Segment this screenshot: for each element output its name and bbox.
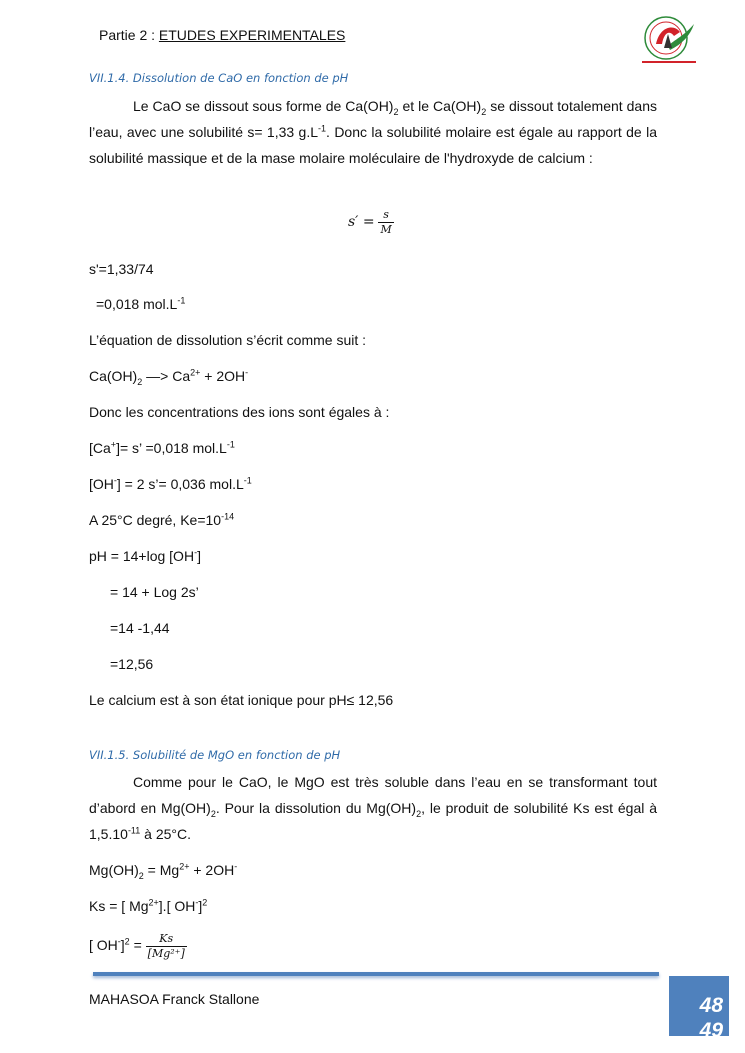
section-title-mgo: VII.1.5. Solubilité de MgO en fonction de pH: [89, 748, 341, 762]
ph-line: = 14 + Log 2s’: [110, 584, 199, 600]
oh-fraction-line: [ OH-]$^2$ = $\frac{Ks}{\text{[Mg²⁺]}}$: [89, 932, 185, 960]
header-title: ETUDES EXPERIMENTALES: [158, 27, 346, 43]
paragraph-mgo-intro: Comme pour le CaO, le MgO est très soluble dans l’eau en se transformant tout d’abord en $Mg(OH)_2$. Pour la dissolution du $Mg(OH)_2$, le produit de solubilité Ks est égal à $1,5.10^{-11}$ à 25°C.: [89, 774, 658, 842]
footer-author: MAHASOA Franck Stallone: [89, 991, 260, 1007]
ph-line: pH = 14+log [OH-]: [89, 547, 201, 564]
equation-line: $Ca(OH)_2$ —> $Ca^{2+} + 2OH^-$: [89, 367, 249, 387]
page-number-box: [669, 976, 729, 1036]
page-number-overflow: 49: [699, 1019, 723, 1036]
text-line: Donc les concentrations des ions sont égales à :: [89, 404, 390, 420]
text-line: A 25°C degré, $Ke=10^{-14}$: [89, 511, 235, 528]
text-line: L’équation de dissolution s’écrit comme suit :: [89, 332, 367, 348]
ks-line: Ks = [ $Mg^{2+}$].[ OH-]$^2$: [89, 897, 208, 914]
ph-line: =12,56: [110, 656, 154, 672]
equation-line: $Mg(OH)_2 = Mg^{2+} + 2OH^-$: [89, 861, 238, 881]
formula-molar-solubility: s′ = $\frac{s}{M}$: [348, 208, 392, 236]
concentration-line: [Ca+]= s’ =0,018 $mol.L^{-1}$: [89, 439, 235, 456]
calc-line: =0,018 $mol.L^{-1}$: [96, 295, 186, 312]
footer-divider: [93, 972, 659, 976]
institution-logo: [634, 14, 704, 66]
conclusion-line: Le calcium est à son état ionique pour pH≤ 12,56: [89, 692, 394, 708]
calc-line: s'=1,33/74: [89, 261, 154, 277]
section-title-cao: VII.1.4. Dissolution de CaO en fonction de pH: [89, 71, 349, 85]
ph-line: =14 -1,44: [110, 620, 170, 636]
page-number: 48: [699, 994, 723, 1017]
concentration-line: [OH-] = 2 s’= 0,036 $mol.L^{-1}$: [89, 475, 252, 492]
page-header: Partie 2 : ETUDES EXPERIMENTALES: [99, 27, 346, 43]
paragraph-cao-intro: Le CaO se dissout sous forme de $Ca(OH)_2$ et le $Ca(OH)_2$ se dissout totalement dans l’eau, avec une solubilité s= 1,33 $g.L^{-1}$. Donc la solubilité molaire est égale au rapport de la solubilité massique et de la mase molaire moléculaire de l'hydroxyde de calcium :: [89, 98, 657, 166]
